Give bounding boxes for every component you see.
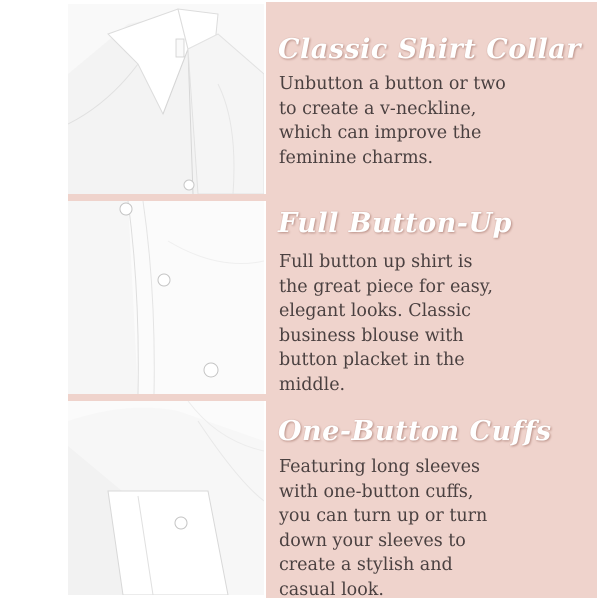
feature-text-button-up: Full button up shirt is the great piece for easy, elegant looks. Classic business blouse with button placket in the middle. xyxy=(279,252,493,395)
feature-heading-collar: Classic Shirt Collar xyxy=(278,34,581,65)
feature-heading-button-up: Full Button-Up xyxy=(278,208,512,239)
feature-heading-cuffs: One-Button Cuffs xyxy=(278,416,552,447)
shirt-collar-image xyxy=(68,4,264,194)
button-placket-image xyxy=(68,201,264,394)
image-divider xyxy=(68,394,266,401)
image-divider xyxy=(68,194,266,201)
feature-text-collar: Unbutton a button or two to create a v-neckline, which can improve the feminine charms. xyxy=(279,74,506,168)
feature-text-cuffs: Featuring long sleeves with one-button cuffs, you can turn up or turn down your sleeves to create a stylish and casual look. xyxy=(279,457,488,600)
sleeve-cuff-image xyxy=(68,401,264,595)
